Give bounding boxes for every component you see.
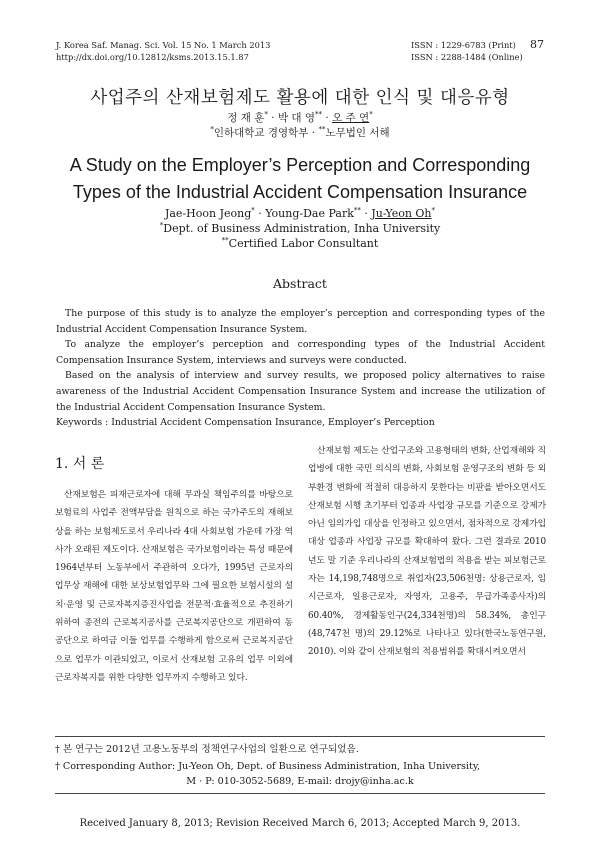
body-column-left xyxy=(55,486,293,687)
author-sep: · xyxy=(271,112,275,124)
affil-ko-org2: 노무법인 서해 xyxy=(325,127,390,139)
abstract-heading: Abstract xyxy=(273,276,327,291)
footnote-divider xyxy=(55,736,545,737)
title-english-line1: A Study on the Employer’s Perception and Corresponding xyxy=(69,155,531,175)
issn-online: ISSN : 2288-1484 (Online) xyxy=(411,52,523,62)
doi-link[interactable]: http://dx.doi.org/10.12812/ksms.2013.15.1.87 xyxy=(56,52,249,62)
affiliation-korean xyxy=(0,125,600,140)
cert-en-text: Certified Labor Consultant xyxy=(228,237,379,250)
author-ko-3-mark: * xyxy=(369,110,373,119)
affil-mark: * xyxy=(210,125,214,134)
authors-korean xyxy=(0,110,600,125)
author-en-1-mark: * xyxy=(251,206,255,215)
affil-en-text: Dept. of Business Administration, Inha University xyxy=(163,222,441,235)
affiliation-english xyxy=(0,222,600,235)
author-ko-2: 박 대 영 xyxy=(277,112,316,124)
author-en-3-corresponding: Ju-Yeon Oh xyxy=(371,207,432,220)
title-korean: 사업주의 산재보험제도 활용에 대한 인식 및 대응유형 xyxy=(90,88,510,108)
journal-citation: J. Korea Saf. Manag. Sci. Vol. 15 No. 1 March 2013 xyxy=(56,40,271,50)
section-heading: 1. 서 론 xyxy=(55,456,105,472)
title-english xyxy=(0,152,600,206)
certification-english xyxy=(0,237,600,250)
author-sep: · xyxy=(325,112,329,124)
abstract-paragraph-1: The purpose of this study is to analyze the employer’s perception and corresponding types of the Industrial Accident Compensation Insurance System. xyxy=(56,308,545,335)
author-ko-2-mark: ** xyxy=(315,110,323,119)
author-en-2: Young-Dae Park xyxy=(265,207,354,220)
footnote-funding xyxy=(55,742,545,759)
author-sep: · xyxy=(258,207,262,220)
footnote-text: 본 연구는 2012년 고용노동부의 정책연구사업의 일환으로 연구되었음. xyxy=(62,744,359,755)
body-column-right xyxy=(308,442,546,662)
abstract-paragraph-3: Based on the analysis of interview and survey results, we proposed policy alternatives to raise awareness of the Industrial Accident Compensation Insurance System and increase the utilization of the Industrial Accident Compensation Insurance System. xyxy=(56,370,545,413)
issn-print: ISSN : 1229-6783 (Print) xyxy=(411,40,516,50)
affil-sep: · xyxy=(311,127,316,139)
abstract-body xyxy=(56,306,545,431)
author-en-3-mark: * xyxy=(431,206,436,215)
title-english-line2: Types of the Industrial Accident Compensation Insurance xyxy=(72,182,528,202)
author-en-1: Jae-Hoon Jeong xyxy=(164,207,252,220)
affil-mark: ** xyxy=(318,125,326,134)
footnote-mark: † xyxy=(55,761,60,772)
page-number: 87 xyxy=(530,38,544,51)
author-ko-1-mark: * xyxy=(264,110,268,119)
affil-ko-org1: 인하대학교 경영학부 xyxy=(213,127,309,139)
author-ko-3-corresponding: 오 주 연 xyxy=(332,112,370,124)
body-paragraph: 산재보험은 피재근로자에 대해 무과실 책임주의를 바탕으로 보험료의 사업주 전액부담을 원칙으로 하는 국가주도의 재해보상을 하는 보험제도로서 우리나라 4대 사회보험 가운데 가장 역사가 오래된 제도이다. 산재보험은 국가보험이라는 특성 때문에 1964년부터 노동부에서 주관하여 오다가, 1995년 근로자의 업무상 재해에 대한 보상보험업무와 그에 필요한 보험시설의 설치·운영 및 근로자복지증진사업을 전문적·효율적으로 추진하기 위하여 종전의 근로복지공사를 근로복지공단으로 개편하여 동 공단으로 하여금 이들 업무를 수행하게 함으로써 근로복지공단으로 업무가 이관되었고, 이로서 산재보험 고유의 업무 이외에 근로자복지를 위한 다양한 업무까지 수행하고 있다. xyxy=(55,490,293,683)
footnote-contact: M · P: 010-3052-5689, E-mail: drojy@inha.ac.k xyxy=(186,776,414,787)
body-paragraph: 산재보험 제도는 산업구조와 고용형태의 변화, 산업재해와 직업병에 대한 국민 의식의 변화, 사회보험 운영구조의 변화 등 외부환경 변화에 적절히 대응하지 못한다는 비판을 받아오면서도 산재보험 시행 초기부터 업종과 사업장 규모를 기준으로 강제가 아닌 임의가입 대상을 인정하고 있으면서, 점차적으로 강제가입대상 업종과 사업장 규모를 확대하여 왔다. 그런 결과로 2010년도 말 기준 우리나라의 산재보험법의 적용을 받는 피보험근로자는 14,198,748명으로 취업자(23,506천명: 상용근로자, 임시근로자, 일용근로자, 자영자, 고용주, 무급가족종사자)의 60.40%, 경제활동인구(24,334천명)의 58.34%, 총인구(48,747천 명)의 29.12%로 나타나고 있다(한국노동연구원, 2010). 이와 같이 산재보험의 적용범위를 확대시켜오면서 xyxy=(308,446,546,658)
affil-mark: * xyxy=(159,221,164,230)
keywords: Keywords : Industrial Accident Compensation Insurance, Employer’s Perception xyxy=(56,417,435,429)
authors-english xyxy=(0,207,600,220)
author-ko-1: 정 재 훈 xyxy=(227,112,265,124)
author-en-2-mark: ** xyxy=(353,206,361,215)
footnote-mark: † xyxy=(55,744,60,755)
author-sep: · xyxy=(364,207,368,220)
received-dates: Received January 8, 2013; Revision Received March 6, 2013; Accepted March 9, 2013. xyxy=(79,818,521,829)
footnote-divider xyxy=(55,793,545,794)
footnote-corresponding xyxy=(55,759,545,776)
cert-mark: ** xyxy=(221,236,229,245)
footnote-text: Corresponding Author: Ju-Yeon Oh, Dept. of Business Administration, Inha University, xyxy=(62,761,481,772)
abstract-paragraph-2: To analyze the employer’s perception and corresponding types of the Industrial Accident Compensation Insurance System, interviews and surveys were conducted. xyxy=(56,339,545,366)
